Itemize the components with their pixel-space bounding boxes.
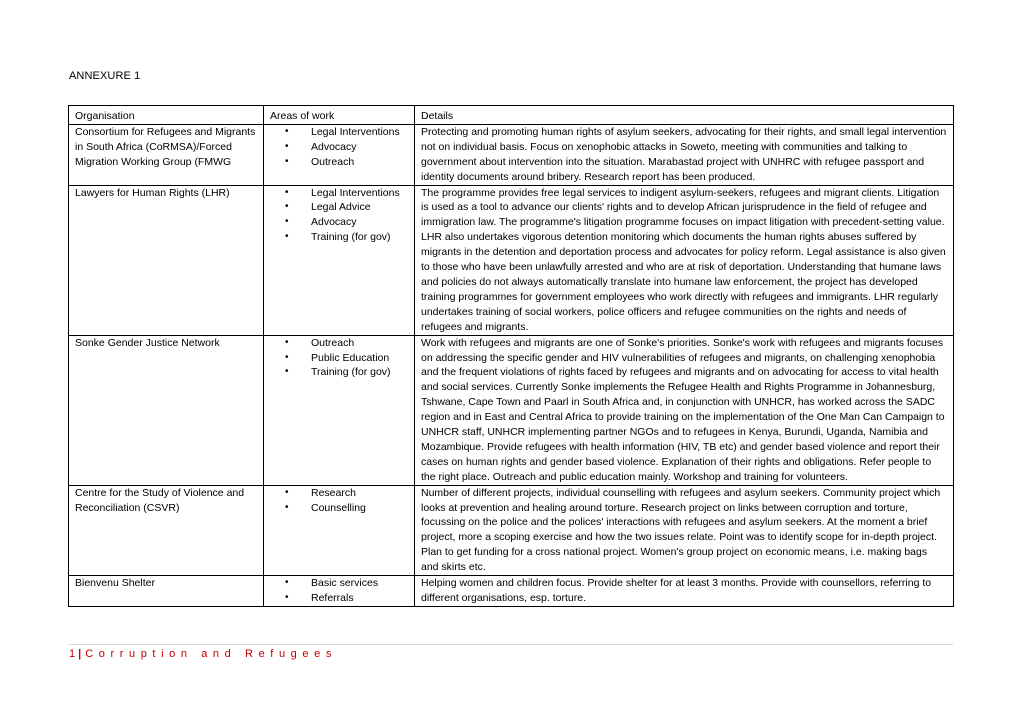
area-item: • Basic services: [285, 576, 408, 591]
areas-cell: [264, 185, 415, 335]
table-row: [69, 124, 954, 185]
page-footer: [69, 648, 337, 660]
area-item: • Legal Interventions: [285, 186, 408, 201]
area-item: • Advocacy: [285, 140, 408, 155]
areas-cell: [264, 124, 415, 185]
area-item: • Training (for gov): [285, 230, 408, 245]
organisation-cell: Lawyers for Human Rights (LHR): [69, 185, 264, 335]
document-title: ANNEXURE 1: [69, 70, 141, 82]
areas-cell: [264, 335, 415, 485]
area-item: • Outreach: [285, 155, 408, 170]
table-row: [69, 335, 954, 485]
organisation-cell: Consortium for Refugees and Migrants in South Africa (CoRMSA)/Forced Migration Working Group (FMWG: [69, 124, 264, 185]
footer-divider: [68, 644, 953, 645]
area-item: • Counselling: [285, 501, 408, 516]
area-item: • Legal Advice: [285, 200, 408, 215]
area-item: • Outreach: [285, 336, 408, 351]
header-organisation: Organisation: [69, 106, 264, 125]
table-row: [69, 185, 954, 335]
table-row: [69, 576, 954, 607]
header-details: Details: [415, 106, 954, 125]
details-cell: Protecting and promoting human rights of asylum seekers, advocating for their rights, and small legal intervention not on individual basis. Focus on xenophobic attacks in Soweto, meeting with communities and talking to government about intervention into the situation. Marabastad project with UNHRC with refugee passport and identity documents around bribery. Research report has been produced.: [415, 124, 954, 185]
details-cell: Helping women and children focus. Provide shelter for at least 3 months. Provide with counsellors, referring to different organisations, esp. torture.: [415, 576, 954, 607]
area-item: • Referrals: [285, 591, 408, 606]
header-areas-of-work: Areas of work: [264, 106, 415, 125]
organisation-cell: Centre for the Study of Violence and Reconciliation (CSVR): [69, 485, 264, 575]
areas-list: [270, 186, 408, 246]
page-number: 1: [69, 648, 76, 660]
table-row: [69, 485, 954, 575]
footer-separator: |: [78, 648, 82, 660]
table-header-row: [69, 106, 954, 125]
areas-list: [270, 486, 408, 516]
areas-list: [270, 336, 408, 381]
organisations-table: [68, 105, 954, 607]
organisation-cell: Bienvenu Shelter: [69, 576, 264, 607]
area-item: • Research: [285, 486, 408, 501]
area-item: • Training (for gov): [285, 365, 408, 380]
details-cell: Number of different projects, individual counselling with refugees and asylum seekers. Community project which looks at prevention and healing around torture. Research project on links between corruption and torture, focussing on the police and the polices' interactions with refugees and asylum seekers. At the moment a brief project, more a scoping exercise and how the two issues relate. Point was to identify scope for in-depth project. Plan to get funding for a cross national project. Women's group project on economic means, i.e. making bags and skirts etc.: [415, 485, 954, 575]
organisation-cell: Sonke Gender Justice Network: [69, 335, 264, 485]
footer-title: Corruption and Refugees: [85, 648, 337, 660]
areas-list: [270, 125, 408, 170]
area-item: • Public Education: [285, 351, 408, 366]
details-cell: Work with refugees and migrants are one of Sonke's priorities. Sonke's work with refugees and migrants focuses on addressing the specific gender and HIV vulnerabilities of refugees and migrants, on challenging xenophobia and the frequent violations of rights faced by refugees and migrants and on advocating for access to vital health and social services. Currently Sonke implements the Refugee Health and Rights Programme in Johannesburg, Tshwane, Cape Town and Paarl in South Africa and, in conjunction with UNHCR, has worked across the SADC region and in East and Central Africa to provide training on the implementation of the One Man Can Campaign to UNHCR staff, UNHCR implementing partner NGOs and to refugees in Kenya, Burundi, Uganda, Namibia and Mozambique. Provide refugees with health information (HIV, TB etc) and gender based violence and report their cases on human rights and gender based violence. Explanation of their rights and obligations. Refer people to the right place. Outreach and public education mainly. Workshop and training for volunteers.: [415, 335, 954, 485]
area-item: • Legal Interventions: [285, 125, 408, 140]
areas-cell: [264, 576, 415, 607]
details-cell: The programme provides free legal services to indigent asylum-seekers, refugees and migrant clients. Litigation is used as a tool to advance our clients' rights and to develop African jurisprudence in the field of refugee and immigration law. The programme's litigation programme focuses on impact litigation with precedent-setting value. LHR also undertakes vigorous detention monitoring which documents the human rights abuses suffered by migrants in the detention and deportation process and advocates for policy reform. Legal assistance is also given to those who have been unlawfully arrested and who are at risk of deportation. Understanding that humane laws and policies do not always automatically translate into humane law enforcement, the project has developed training programmes for government employees who work directly with refugees and immigrants. LHR regularly undertakes training of social workers, police officers and refugee communities on the rights and needs of refugees and migrants.: [415, 185, 954, 335]
area-item: • Advocacy: [285, 215, 408, 230]
areas-cell: [264, 485, 415, 575]
areas-list: [270, 576, 408, 606]
